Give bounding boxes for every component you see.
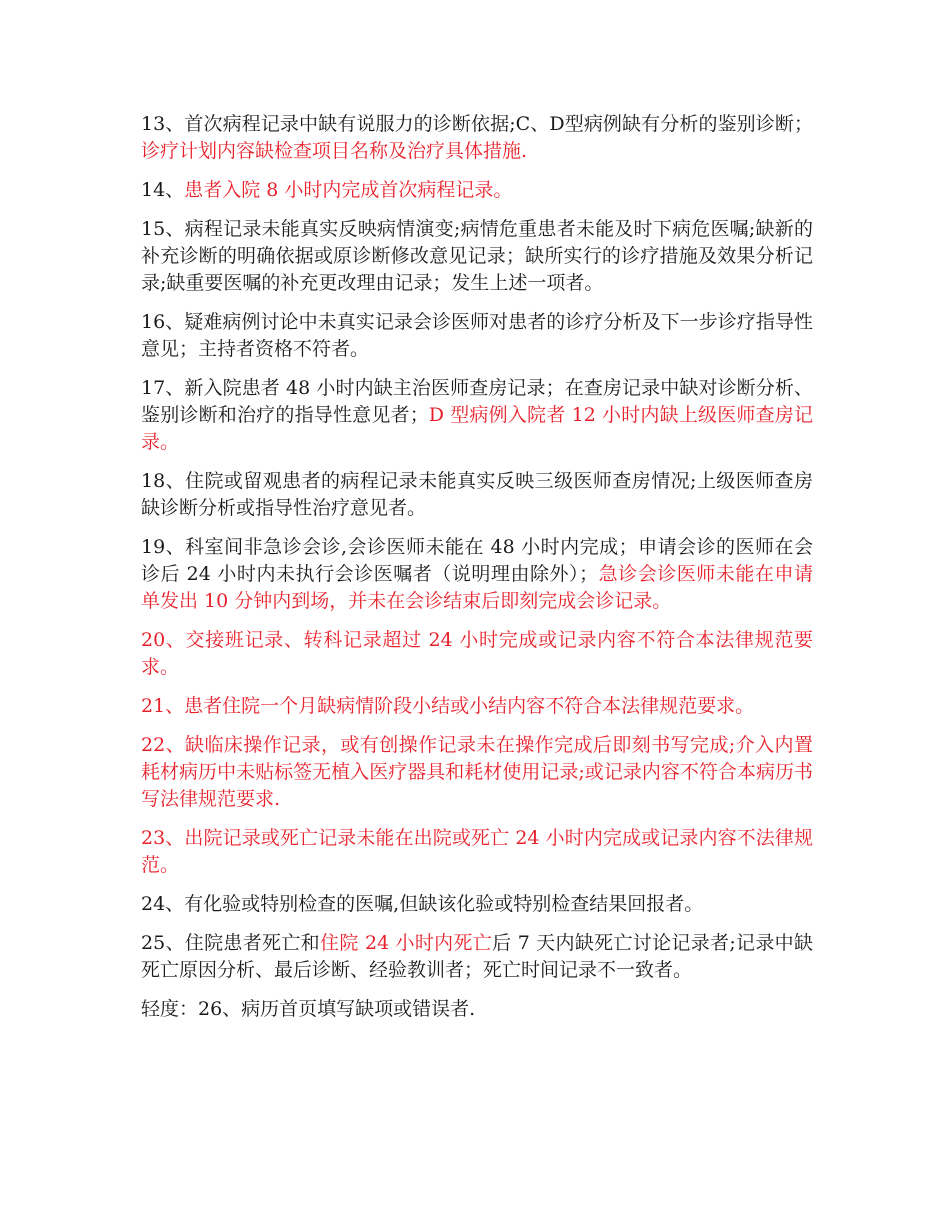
highlighted-text: 21、患者住院一个月缺病情阶段小结或小结内容不符合本法律规范要求。 bbox=[141, 695, 755, 717]
highlighted-text: 20、交接班记录、转科记录超过 24 小时完成或记录内容不符合本法律规范要求。 bbox=[141, 629, 813, 678]
document-page bbox=[141, 111, 813, 1035]
body-text: 14、 bbox=[141, 179, 185, 201]
body-text: 18、住院或留观患者的病程记录未能真实反映三级医师查房情况;上级医师查房缺诊断分析或指导性治疗意见者。 bbox=[141, 470, 813, 519]
paragraph-item-22 bbox=[141, 732, 813, 813]
paragraph-item-21 bbox=[141, 693, 813, 720]
body-text: 25、住院患者死亡和 bbox=[141, 932, 320, 954]
paragraph-item-20 bbox=[141, 627, 813, 681]
paragraph-item-23 bbox=[141, 825, 813, 879]
paragraph-item-25 bbox=[141, 930, 813, 984]
paragraph-item-17 bbox=[141, 375, 813, 456]
highlighted-text: 住院 24 小时内死亡 bbox=[320, 932, 493, 954]
body-text: 16、疑难病例讨论中未真实记录会诊医师对患者的诊疗分析及下一步诊疗指导性意见；主持者资格不符者。 bbox=[141, 311, 813, 360]
body-text: 后 7 天内缺死亡讨论记录者;记录中缺死亡原因分析、最后诊断、经验教训者；死亡时间记录不一致者。 bbox=[141, 932, 813, 981]
body-text: 24、有化验或特别检查的医嘱,但缺该化验或特别检查结果回报者。 bbox=[141, 893, 704, 915]
highlighted-text: 22、缺临床操作记录，或有创操作记录未在操作完成后即刻书写完成;介入内置耗材病历中未贴标签无植入医疗器具和耗材使用记录;或记录内容不符合本病历书写法律规范要求. bbox=[141, 734, 813, 810]
paragraph-item-18 bbox=[141, 468, 813, 522]
paragraph-item-24 bbox=[141, 891, 813, 918]
highlighted-text: 患者入院 8 小时内完成首次病程记录。 bbox=[184, 179, 513, 201]
paragraph-item-26 bbox=[141, 996, 813, 1023]
body-text: 13、首次病程记录中缺有说服力的诊断依据;C、D型病例缺有分析的鉴别诊断； bbox=[141, 113, 813, 135]
highlighted-text: 诊疗计划内容缺检查项目名称及治疗具体措施. bbox=[141, 140, 528, 162]
body-text: 15、病程记录未能真实反映病情演变;病情危重患者未能及时下病危医嘱;缺新的补充诊断的明确依据或原诊断修改意见记录；缺所实行的诊疗措施及效果分析记录;缺重要医嘱的补充更改理由记录；发生上述一项者。 bbox=[141, 218, 813, 294]
highlighted-text: D 型病例入院者 12 小时内缺上级医师查房记录。 bbox=[141, 404, 813, 453]
body-text: 19、科室间非急诊会诊,会诊医师未能在 48 小时内完成；申请会诊的医师在会诊后 24 小时内未执行会诊医嘱者（说明理由除外）； bbox=[141, 536, 813, 585]
paragraph-item-19 bbox=[141, 534, 813, 615]
paragraph-item-13 bbox=[141, 111, 813, 165]
body-text: 17、新入院患者 48 小时内缺主治医师查房记录；在查房记录中缺对诊断分析、鉴别诊断和治疗的指导性意见者； bbox=[141, 377, 813, 426]
highlighted-text: 急诊会诊医师未能在申请单发出 10 分钟内到场，并未在会诊结束后即刻完成会诊记录。 bbox=[141, 563, 813, 612]
highlighted-text: 23、出院记录或死亡记录未能在出院或死亡 24 小时内完成或记录内容不法律规范。 bbox=[141, 827, 813, 876]
body-text: 轻度：26、病历首页填写缺项或错误者. bbox=[141, 998, 476, 1020]
paragraph-item-16 bbox=[141, 309, 813, 363]
paragraph-item-14 bbox=[141, 177, 813, 204]
paragraph-item-15 bbox=[141, 216, 813, 297]
